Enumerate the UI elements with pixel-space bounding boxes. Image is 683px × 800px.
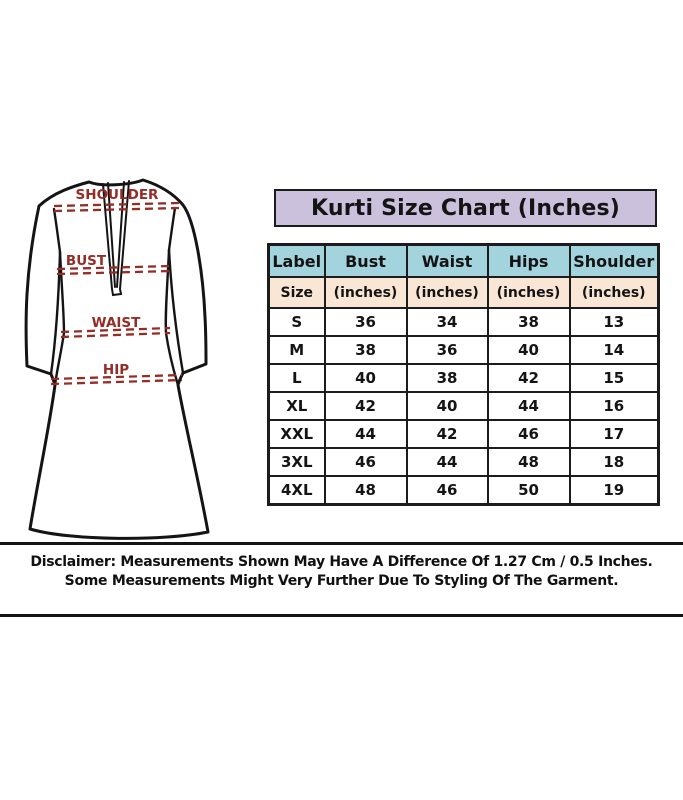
- column-header-waist: Waist: [407, 245, 488, 278]
- table-cell: 42: [407, 420, 488, 448]
- table-cell: 46: [325, 448, 407, 476]
- shoulder-label: SHOULDER: [75, 187, 159, 203]
- table-row-xl: [269, 392, 659, 420]
- table-cell: 42: [325, 392, 407, 420]
- size-cell: 4XL: [269, 476, 325, 505]
- table-row-xxl: [269, 420, 659, 448]
- size-cell: 3XL: [269, 448, 325, 476]
- table-cell: 36: [325, 308, 407, 336]
- table-cell: 44: [407, 448, 488, 476]
- table-cell: 38: [488, 308, 570, 336]
- chart-title: Kurti Size Chart (Inches): [274, 189, 657, 227]
- units-cell: (inches): [407, 277, 488, 308]
- table-cell: 46: [488, 420, 570, 448]
- disclaimer-line-2: Some Measurements Might Very Further Due To Styling Of The Garment.: [64, 573, 619, 589]
- units-cell: (inches): [570, 277, 659, 308]
- size-cell: S: [269, 308, 325, 336]
- table-cell: 34: [407, 308, 488, 336]
- table-cell: 44: [325, 420, 407, 448]
- column-header-hips: Hips: [488, 245, 570, 278]
- table-cell: 16: [570, 392, 659, 420]
- table-cell: 40: [488, 336, 570, 364]
- table-cell: 17: [570, 420, 659, 448]
- table-cell: 18: [570, 448, 659, 476]
- table-row-m: [269, 336, 659, 364]
- table-header-row: [269, 245, 659, 278]
- table-cell: 50: [488, 476, 570, 505]
- table-cell: 48: [488, 448, 570, 476]
- table-cell: 15: [570, 364, 659, 392]
- waist-label: WAIST: [91, 315, 141, 331]
- table-cell: 36: [407, 336, 488, 364]
- table-cell: 40: [325, 364, 407, 392]
- table-cell: 38: [325, 336, 407, 364]
- column-header-shoulder: Shoulder: [570, 245, 659, 278]
- table-cell: 42: [488, 364, 570, 392]
- disclaimer-line-1: Disclaimer: Measurements Shown May Have A Difference Of 1.27 Cm / 0.5 Inches.: [30, 554, 653, 570]
- table-cell: 19: [570, 476, 659, 505]
- hip-label: HIP: [102, 362, 130, 378]
- column-header-bust: Bust: [325, 245, 407, 278]
- size-cell: XXL: [269, 420, 325, 448]
- size-cell: M: [269, 336, 325, 364]
- bust-label: BUST: [65, 253, 107, 269]
- column-header-label: Label: [269, 245, 325, 278]
- size-cell: XL: [269, 392, 325, 420]
- table-cell: 48: [325, 476, 407, 505]
- table-cell: 44: [488, 392, 570, 420]
- table-cell: 40: [407, 392, 488, 420]
- table-cell: 14: [570, 336, 659, 364]
- table-units-row: [269, 277, 659, 308]
- table-row-3xl: [269, 448, 659, 476]
- disclaimer-top-rule: [0, 542, 683, 545]
- units-cell: (inches): [488, 277, 570, 308]
- disclaimer-bottom-rule: [0, 614, 683, 617]
- table-row-l: [269, 364, 659, 392]
- table-row-4xl: [269, 476, 659, 505]
- units-cell: (inches): [325, 277, 407, 308]
- size-table: [267, 243, 660, 506]
- kurti-diagram: [16, 177, 260, 543]
- size-cell: L: [269, 364, 325, 392]
- table-cell: 38: [407, 364, 488, 392]
- units-cell: Size: [269, 277, 325, 308]
- disclaimer: [0, 553, 683, 591]
- table-cell: 13: [570, 308, 659, 336]
- table-row-s: [269, 308, 659, 336]
- table-cell: 46: [407, 476, 488, 505]
